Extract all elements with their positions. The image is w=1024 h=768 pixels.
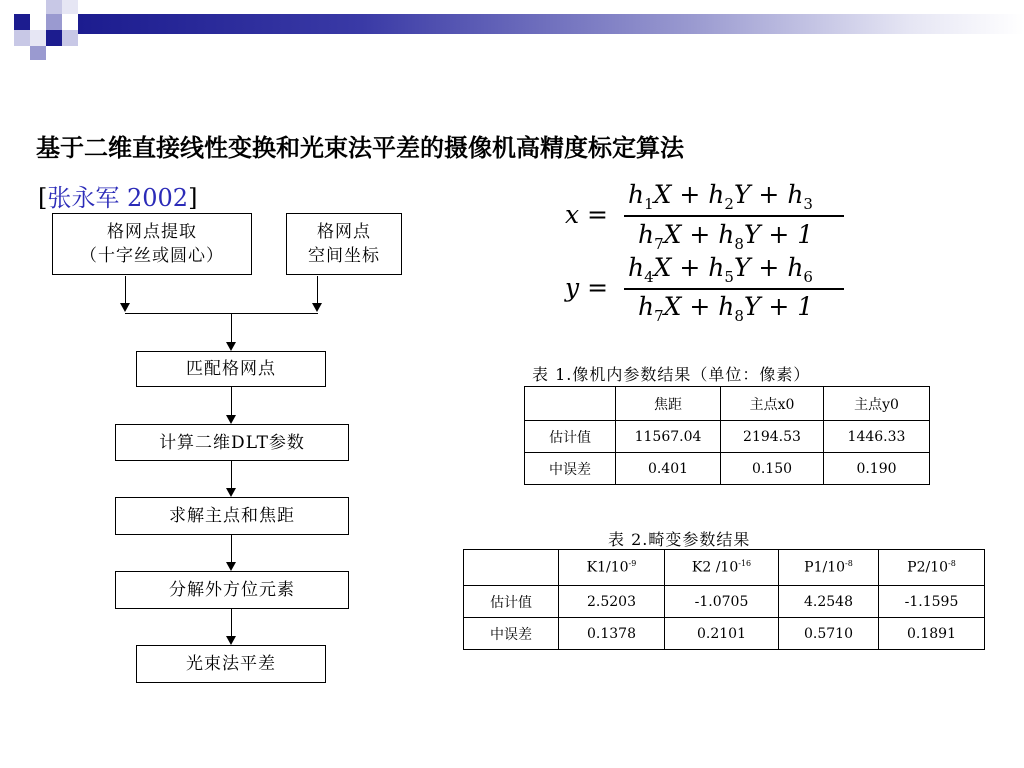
table2-cell: -1.0705: [665, 586, 779, 618]
connector-arrowhead: [312, 303, 322, 312]
table2-header-cell: [464, 550, 559, 586]
flow-box-compute-dlt-label: 计算二维DLT参数: [159, 432, 305, 453]
table2-cell: 中误差: [464, 618, 559, 650]
header-square-dark: [46, 30, 62, 46]
table1-caption: 表 1.像机内参数结果（单位：像素）: [532, 365, 811, 384]
header-square-light: [62, 30, 78, 46]
connector-line: [231, 313, 232, 343]
header-square-light: [14, 30, 30, 46]
table2-cell: 2.5203: [559, 586, 665, 618]
table-row: [464, 618, 985, 650]
formula-x-denominator: $h_7X + h_8Y + 1$: [638, 220, 814, 253]
header-square-light: [62, 0, 78, 14]
reference-close-bracket: ]: [188, 184, 198, 212]
connector-arrowhead: [226, 636, 236, 645]
flow-box-exterior-orientation-label: 分解外方位元素: [169, 580, 295, 600]
flow-box-principal-point-label: 求解主点和焦距: [169, 506, 295, 526]
flow-box-grid-space-coords-line1: 格网点: [317, 222, 371, 242]
table2-cell: 0.5710: [779, 618, 879, 650]
flow-box-grid-space-coords-line2: 空间坐标: [308, 246, 380, 266]
table2-header-cell: $P2/10^{-8}$: [879, 550, 985, 586]
flow-box-match-grid: [136, 351, 326, 387]
table2-cell: 估计值: [464, 586, 559, 618]
table1-cell: 0.401: [616, 453, 721, 485]
header-square-light: [46, 0, 62, 14]
table1-cell: 估计值: [525, 421, 616, 453]
header-square-white: [30, 14, 46, 30]
flow-box-match-grid-label: 匹配格网点: [186, 359, 276, 379]
connector-line: [125, 276, 126, 304]
flow-box-bundle-adjustment: [136, 645, 326, 683]
table1-header-row: [525, 387, 930, 421]
connector-arrowhead: [120, 303, 130, 312]
header-square-mid: [30, 46, 46, 60]
table2-cell: 0.2101: [665, 618, 779, 650]
formula-y-fraction-bar: [624, 288, 844, 290]
header-square-mid: [46, 14, 62, 30]
table2-caption: 表 2.畸变参数结果: [608, 530, 751, 549]
table1-header-cell: 主点y0: [824, 387, 930, 421]
table2-cell: 4.2548: [779, 586, 879, 618]
flow-box-bundle-adjustment-label: 光束法平差: [186, 654, 276, 674]
table2-cell: 0.1378: [559, 618, 665, 650]
header-gradient-bar: [78, 14, 1024, 34]
table1-header-cell: 主点x0: [721, 387, 824, 421]
formula-y-denominator: $h_7X + h_8Y + 1$: [638, 292, 814, 325]
table1-cell: 中误差: [525, 453, 616, 485]
flow-box-grid-extraction-line1: 格网点提取: [107, 222, 197, 242]
connector-arrowhead: [226, 488, 236, 497]
table-row: [525, 453, 930, 485]
flow-box-compute-dlt: [115, 424, 349, 461]
connector-line: [231, 387, 232, 416]
flow-box-principal-point: [115, 497, 349, 535]
header-square-dark: [14, 14, 30, 30]
table2: [463, 549, 985, 650]
table1-header-cell: [525, 387, 616, 421]
table-row: [464, 586, 985, 618]
connector-arrowhead: [226, 562, 236, 571]
table2-header-row: [464, 550, 985, 586]
table1-cell: 0.190: [824, 453, 930, 485]
formula-y-numerator: $h_4X + h_5Y + h_6$: [628, 253, 813, 286]
table-row: [525, 421, 930, 453]
table1-header-cell: 焦距: [616, 387, 721, 421]
table2-header-cell: $P1/10^{-8}$: [779, 550, 879, 586]
connector-line: [317, 276, 318, 304]
formula-x-fraction-bar: [624, 215, 844, 217]
flow-box-exterior-orientation: [115, 571, 349, 609]
flow-box-grid-extraction: [52, 213, 252, 275]
connector-arrowhead: [226, 342, 236, 351]
table1-cell: 2194.53: [721, 421, 824, 453]
table2-header-cell: K2 $/10^{-16}$: [665, 550, 779, 586]
connector-line: [125, 313, 318, 314]
table1: [524, 386, 930, 485]
slide-title: 基于二维直接线性变换和光束法平差的摄像机高精度标定算法: [36, 134, 684, 162]
table1-cell: 0.150: [721, 453, 824, 485]
connector-line: [231, 461, 232, 489]
table2-header-cell: $K1/10^{-9}$: [559, 550, 665, 586]
flow-box-grid-space-coords: [286, 213, 402, 275]
reference-citation: [38, 178, 197, 213]
connector-line: [231, 609, 232, 637]
formula-x-numerator: $h_1X + h_2Y + h_3$: [628, 180, 813, 213]
connector-arrowhead: [226, 415, 236, 424]
flow-box-grid-extraction-line2: （十字丝或圆心）: [80, 246, 224, 266]
table1-cell: 1446.33: [824, 421, 930, 453]
connector-line: [231, 535, 232, 563]
reference-open-bracket: [: [38, 184, 48, 212]
formula-y-lhs: y =: [565, 273, 609, 302]
table1-cell: 11567.04: [616, 421, 721, 453]
table2-cell: 0.1891: [879, 618, 985, 650]
header-square-light: [30, 30, 46, 46]
formula-x-lhs: x =: [565, 200, 608, 229]
reference-text: 张永军 2002: [47, 184, 189, 212]
table2-cell: -1.1595: [879, 586, 985, 618]
